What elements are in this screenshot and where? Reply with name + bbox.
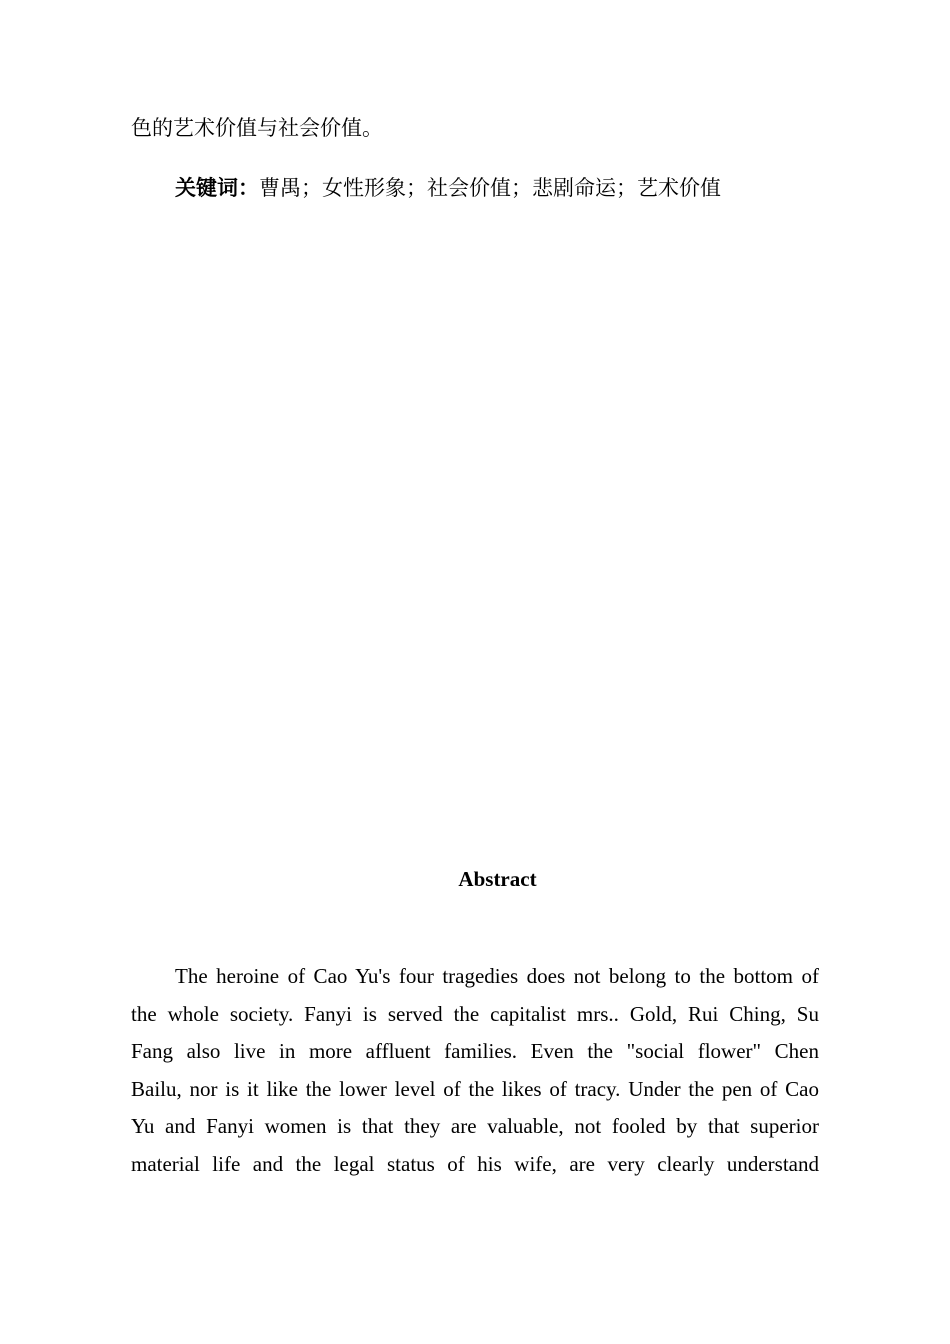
abstract-line: Bailu, nor is it like the lower level of the likes of tracy. Under the pen of Cao bbox=[131, 1076, 819, 1101]
abstract-line: Fang also live in more affluent families. Even the "social flower" Chen bbox=[131, 1039, 819, 1063]
abstract-line: material life and the legal status of his wife, are very clearly understand bbox=[131, 1151, 819, 1176]
keywords-label: 关键词： bbox=[175, 176, 259, 200]
abstract-line: The heroine of Cao Yu's four tragedies does not belong to the bottom of bbox=[175, 964, 819, 988]
keywords-value: 曹禺；女性形象；社会价值；悲剧命运；艺术价值 bbox=[259, 176, 721, 200]
chinese-abstract-last-line: 色的艺术价值与社会价值。 bbox=[131, 116, 383, 140]
abstract-body bbox=[131, 958, 819, 1183]
abstract-line: Yu and Fanyi women is that they are valuable, not fooled by that superior bbox=[131, 1114, 819, 1138]
abstract-heading: Abstract bbox=[458, 867, 537, 891]
keywords-line bbox=[175, 173, 721, 203]
abstract-line: the whole society. Fanyi is served the capitalist mrs.. Gold, Rui Ching, Su bbox=[131, 1001, 819, 1026]
